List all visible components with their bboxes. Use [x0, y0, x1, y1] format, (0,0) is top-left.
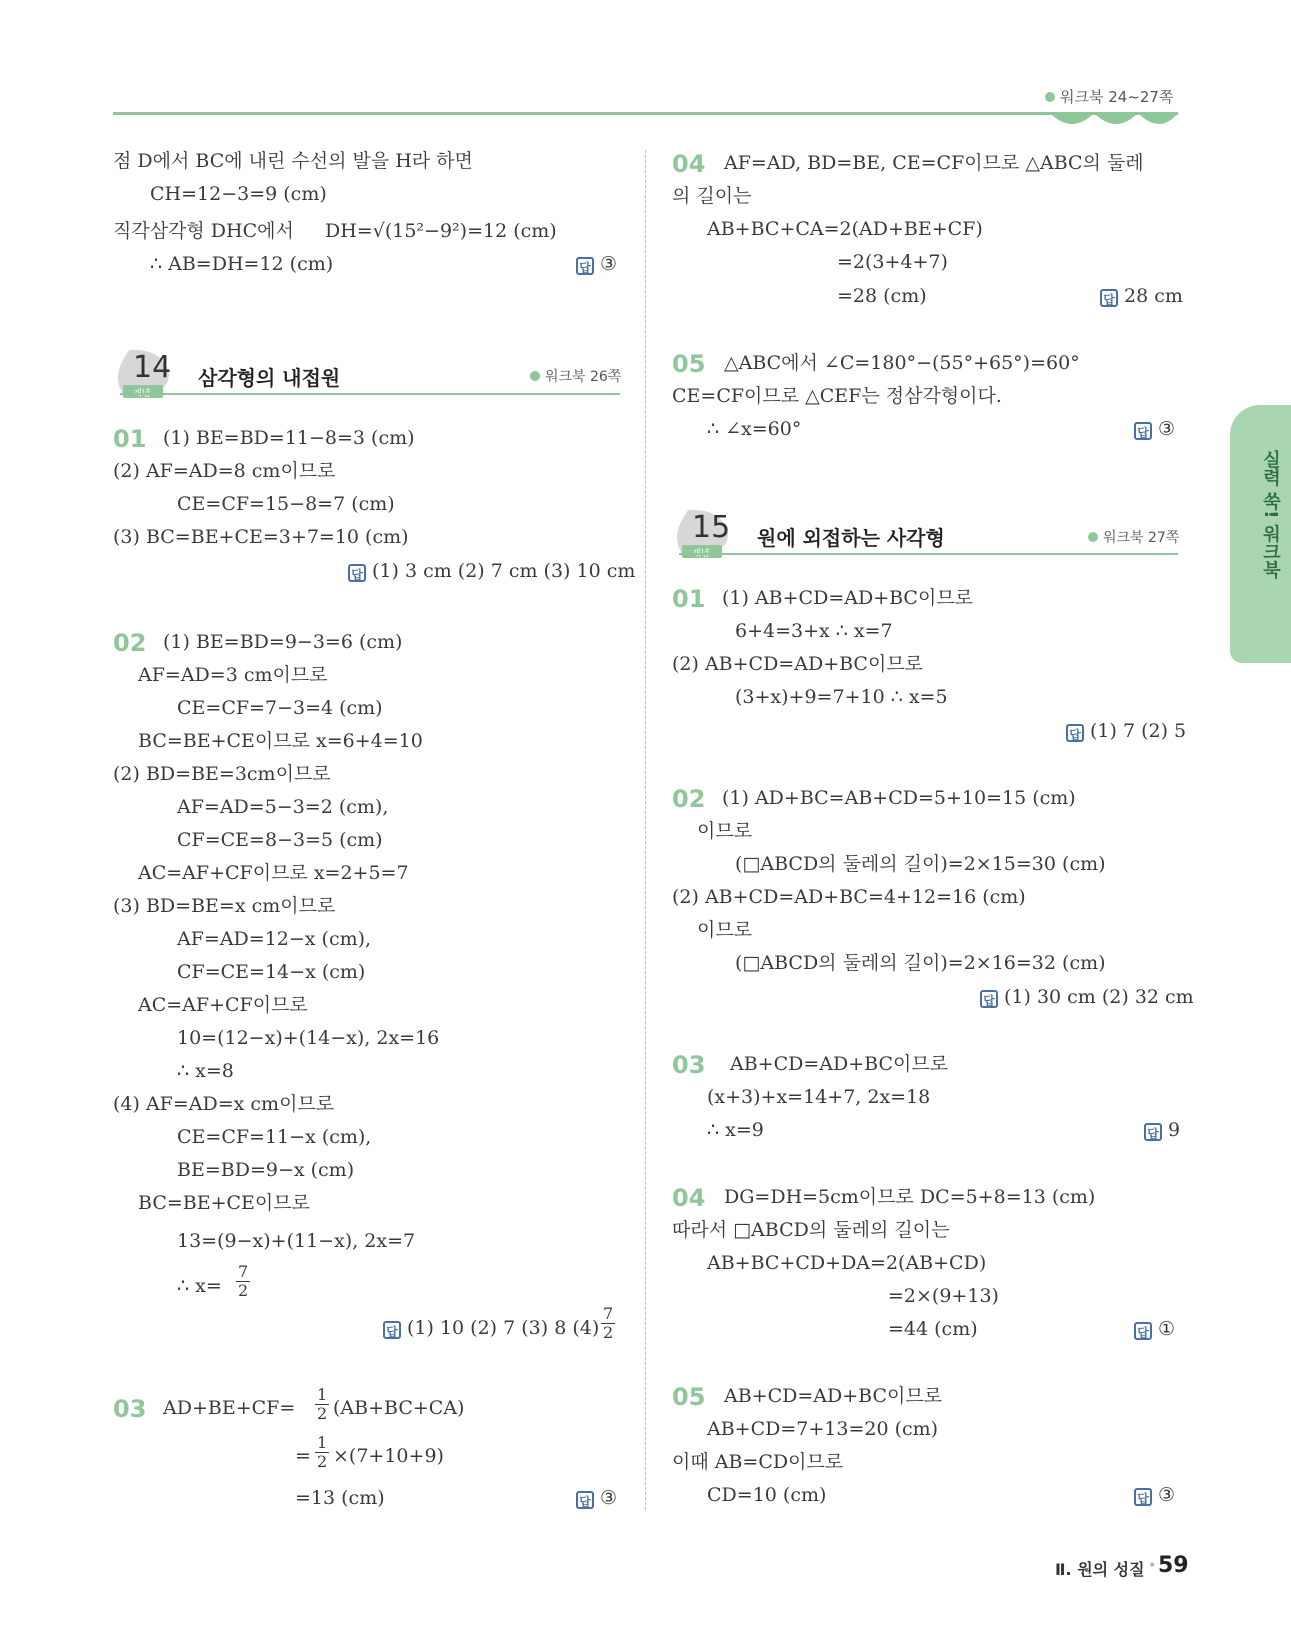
- answer: 답 (1) 7 (2) 5: [1066, 718, 1186, 744]
- header-rule: [113, 112, 1178, 115]
- answer: 답 (1) 3 cm (2) 7 cm (3) 10 cm: [348, 558, 635, 584]
- text-line: AC=AF+CF이므로 x=2+5=7: [138, 862, 409, 884]
- text-line: 이때 AB=CD이므로: [672, 1451, 844, 1473]
- text-line: (4) AF=AD=x cm이므로: [113, 1093, 335, 1115]
- problem-number: 05: [672, 350, 706, 378]
- bullet-icon: [1045, 92, 1055, 102]
- text-line: 6+4=3+x ∴ x=7: [735, 620, 893, 642]
- text-line: ×(7+10+9): [333, 1445, 444, 1467]
- problem-number: 02: [113, 629, 147, 657]
- text-line: ∴ x=9: [707, 1119, 764, 1141]
- answer-icon: 답: [1134, 422, 1152, 440]
- text-line: CE=CF=11−x (cm),: [177, 1126, 372, 1148]
- fraction: [601, 1305, 615, 1342]
- answer-icon: 답: [1100, 289, 1118, 307]
- text-line: AB+CD=AD+BC이므로: [724, 1385, 943, 1407]
- text-line: AB+BC+CA=2(AD+BE+CF): [707, 218, 983, 240]
- text-line: DH=√(15²−9²)=12 (cm): [325, 220, 557, 242]
- answer-icon: 답: [1066, 724, 1084, 742]
- fraction-numerator: 7: [238, 1262, 249, 1281]
- answer: 답 ③: [1134, 416, 1175, 442]
- fraction-numerator: 7: [603, 1304, 614, 1323]
- fraction-denominator: 2: [317, 1452, 328, 1471]
- problem-number: 05: [672, 1383, 706, 1411]
- section-rule: [120, 393, 620, 395]
- text-line: CE=CF=7−3=4 (cm): [177, 697, 383, 719]
- text-line: CH=12−3=9 (cm): [150, 183, 327, 205]
- text-line: 10=(12−x)+(14−x), 2x=16: [177, 1027, 440, 1049]
- text-line: 점 D에서 BC에 내린 수선의 발을 H라 하면: [113, 150, 473, 172]
- text-line: =13 (cm): [295, 1487, 385, 1509]
- text-line: 이므로: [697, 919, 753, 941]
- text-line: =28 (cm): [837, 285, 927, 307]
- problem-number: 01: [113, 425, 147, 453]
- answer-icon: 답: [1134, 1322, 1152, 1340]
- footer-separator-icon: •: [1148, 1558, 1157, 1574]
- text-line: CD=10 (cm): [707, 1484, 827, 1506]
- answer: 답 ③: [1134, 1482, 1175, 1508]
- answer-icon: 답: [348, 564, 366, 582]
- answer: 답 (1) 30 cm (2) 32 cm: [980, 984, 1194, 1010]
- text-line: CF=CE=14−x (cm): [177, 961, 366, 983]
- text-line: 따라서 □ABCD의 둘레의 길이는: [672, 1219, 950, 1241]
- footer-chapter: Ⅱ. 원의 성질: [1055, 1560, 1145, 1579]
- text-line: 직각삼각형 DHC에서: [113, 220, 294, 242]
- answer-icon: 답: [1134, 1488, 1152, 1506]
- fraction: [236, 1263, 250, 1300]
- text-line: (AB+BC+CA): [333, 1397, 465, 1419]
- bullet-icon: [530, 371, 540, 381]
- text-line: CF=CE=8−3=5 (cm): [177, 829, 383, 851]
- text-line: 13=(9−x)+(11−x), 2x=7: [177, 1230, 416, 1252]
- fraction: [315, 1386, 329, 1423]
- text-line: △ABC에서 ∠C=180°−(55°+65°)=60°: [724, 352, 1080, 374]
- text-line: CE=CF이므로 △CEF는 정삼각형이다.: [672, 385, 1002, 407]
- text-line: (2) AB+CD=AD+BC=4+12=16 (cm): [672, 886, 1026, 908]
- text-line: =44 (cm): [888, 1318, 978, 1340]
- problem-number: 04: [672, 150, 706, 178]
- text-line: (1) BE=BD=11−8=3 (cm): [163, 427, 415, 449]
- answer: 답 ①: [1134, 1316, 1175, 1342]
- section-number: 14: [133, 350, 172, 385]
- section-badge: [113, 348, 171, 396]
- text-line: =: [295, 1445, 311, 1467]
- text-line: (x+3)+x=14+7, 2x=18: [707, 1086, 931, 1108]
- side-tab-label: 실력 쑥! 워크북: [1260, 450, 1281, 579]
- text-line: (3) BC=BE+CE=3+7=10 (cm): [113, 526, 409, 548]
- text-line: (□ABCD의 둘레의 길이)=2×15=30 (cm): [735, 853, 1106, 875]
- fraction: [315, 1434, 329, 1471]
- text-line: AF=AD=5−3=2 (cm),: [177, 796, 389, 818]
- answer: 답 ③: [576, 251, 617, 277]
- text-line: 이므로: [697, 820, 753, 842]
- text-line: AB+CD=7+13=20 (cm): [707, 1418, 939, 1440]
- section-badge: [672, 508, 730, 556]
- header-wave-decoration: [1050, 113, 1180, 133]
- answer-icon: 답: [383, 1321, 401, 1339]
- answer: 답 (1) 10 (2) 7 (3) 8 (4): [383, 1315, 599, 1341]
- answer-icon: 답: [576, 1491, 594, 1509]
- text-line: AB+BC+CD+DA=2(AB+CD): [707, 1252, 987, 1274]
- text-line: (□ABCD의 둘레의 길이)=2×16=32 (cm): [735, 952, 1106, 974]
- text-line: AF=AD=3 cm이므로: [138, 664, 328, 686]
- answer: 답 28 cm: [1100, 283, 1183, 309]
- text-line: (2) AF=AD=8 cm이므로: [113, 460, 336, 482]
- fraction-denominator: 2: [317, 1404, 328, 1423]
- text-line: AF=AD, BD=BE, CE=CF이므로 △ABC의 둘레: [724, 152, 1144, 174]
- problem-number: 03: [113, 1395, 147, 1423]
- header-workbook-ref: 워크북 24~27쪽: [1045, 86, 1173, 107]
- text-line: (1) BE=BD=9−3=6 (cm): [163, 631, 403, 653]
- column-divider: [645, 150, 646, 1510]
- fraction-denominator: 2: [238, 1281, 249, 1300]
- fraction-numerator: 1: [317, 1385, 328, 1404]
- text-line: ∴ x=: [177, 1275, 222, 1297]
- section-workbook-ref: 워크북 27쪽: [1088, 527, 1179, 547]
- bullet-icon: [1088, 532, 1098, 542]
- text-line: 의 길이는: [672, 185, 752, 207]
- problem-number: 02: [672, 785, 706, 813]
- page-number: 59: [1158, 1553, 1189, 1578]
- text-line: CE=CF=15−8=7 (cm): [177, 493, 395, 515]
- text-line: BC=BE+CE이므로: [138, 1192, 310, 1214]
- text-line: (1) AD+BC=AB+CD=5+10=15 (cm): [722, 787, 1076, 809]
- fraction-numerator: 1: [317, 1433, 328, 1452]
- text-line: BC=BE+CE이므로 x=6+4=10: [138, 730, 423, 752]
- text-line: =2(3+4+7): [837, 251, 948, 273]
- fraction-denominator: 2: [603, 1323, 614, 1342]
- text-line: AC=AF+CF이므로: [138, 994, 308, 1016]
- problem-number: 01: [672, 585, 706, 613]
- text-line: BE=BD=9−x (cm): [177, 1159, 355, 1181]
- text-line: (3+x)+9=7+10 ∴ x=5: [735, 686, 948, 708]
- answer: 답 9: [1144, 1117, 1180, 1143]
- text-line: (2) AB+CD=AD+BC이므로: [672, 653, 924, 675]
- problem-number: 03: [672, 1051, 706, 1079]
- section-title: 원에 외접하는 사각형: [757, 526, 945, 550]
- answer-icon: 답: [1144, 1123, 1162, 1141]
- text-line: ∴ ∠x=60°: [707, 418, 802, 440]
- text-line: DG=DH=5cm이므로 DC=5+8=13 (cm): [724, 1186, 1096, 1208]
- text-line: (3) BD=BE=x cm이므로: [113, 895, 336, 917]
- text-line: (2) BD=BE=3cm이므로: [113, 763, 331, 785]
- answer-icon: 답: [576, 257, 594, 275]
- section-number: 15: [692, 510, 731, 545]
- problem-number: 04: [672, 1184, 706, 1212]
- text-line: =2×(9+13): [888, 1285, 999, 1307]
- section-rule: [679, 553, 1178, 555]
- section-workbook-ref: 워크북 26쪽: [530, 366, 621, 386]
- text-line: AF=AD=12−x (cm),: [177, 928, 372, 950]
- text-line: AB+CD=AD+BC이므로: [730, 1053, 949, 1075]
- text-line: AD+BE+CF=: [163, 1397, 296, 1419]
- answer-icon: 답: [980, 990, 998, 1008]
- answer: 답 ③: [576, 1485, 617, 1511]
- text-line: ∴ AB=DH=12 (cm): [150, 253, 334, 275]
- text-line: (1) AB+CD=AD+BC이므로: [722, 587, 974, 609]
- text-line: ∴ x=8: [177, 1060, 234, 1082]
- section-title: 삼각형의 내접원: [198, 366, 341, 390]
